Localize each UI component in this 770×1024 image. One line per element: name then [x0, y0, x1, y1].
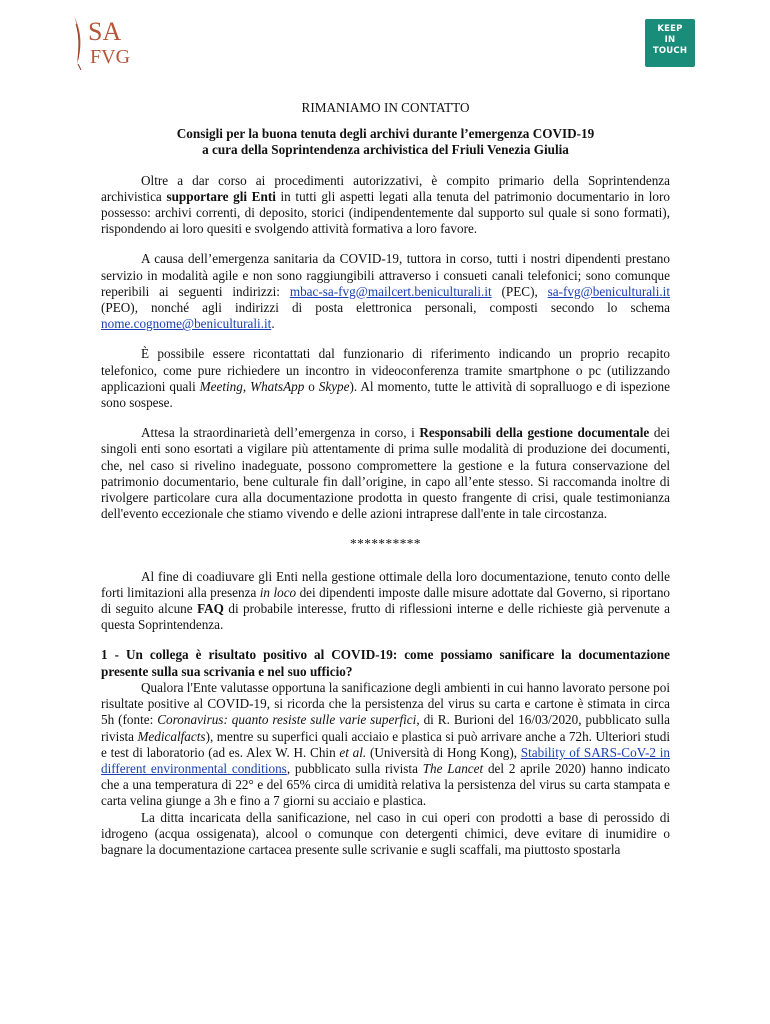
paragraph-3: È possibile essere ricontattati dal funzionario di riferimento indicando un proprio recapito telefonico, come pure richiedere un incontro in videoconferenza tramite smartphone o pc (utilizzando applicazioni quali Meeting, WhatsApp o Skype). Al momento, tutte le attività di sopralluogo e di ispezione sono sospese. [101, 346, 670, 411]
keep-in-touch-logo [645, 19, 695, 67]
paragraph-2: A causa dell’emergenza sanitaria da COVID-19, tuttora in corso, tutti i nostri dipendenti prestano servizio in modalità agile e non sono raggiungibili attraverso i consueti canali telefonici; sono comunque reperibili ai seguenti indirizzi: mbac-sa-fvg@mailcert.beniculturali.it (PEC), sa-fvg@beniculturali.it (PEO), nonché agli indirizzi di posta elettronica personali, composti secondo lo schema nome.cognome@beniculturali.it. [101, 251, 671, 332]
pec-email-link[interactable]: mbac-sa-fvg@mailcert.beniculturali.it [289, 283, 492, 299]
quill-icon [68, 14, 138, 70]
sa-fvg-logo [68, 14, 138, 70]
logo-keep-text: KEEP [657, 24, 683, 34]
paragraph-6: Qualora l'Ente valutasse opportuna la sanificazione degli ambienti in cui hanno lavorato persone poi risultate positive al COVID-19, si ricorda che la persistenza del virus su carta e cartone è stimata in circa 5h (fonte: Coronavirus: quanto resiste sulle varie superfici, di R. Burioni del 16/03/2020, pubblicato sulla rivista Medicalfacts), mentre su superfici quali acciaio e plastica si può arrivare anche a 72h. Ulteriori studi e test di laboratorio (ad es. Alex W. H. Chin et al. (Università di Hong Kong), Stability of SARS-CoV-2 in different environmental conditions, pubblicato sulla rivista The Lancet del 2 aprile 2020) hanno indicato che a una temperatura di 22° e del 65% circa di umidità relativa la persistenza del virus su carta stampata e carta velina giunge a 3h e fino a 7 giorni su acciaio e plastica. [101, 679, 670, 809]
logo-fvg-text: FVG [90, 46, 131, 68]
doc-title: RIMANIAMO IN CONTATTO [301, 100, 470, 115]
paragraph-1: Oltre a dar corso ai procedimenti autorizzativi, è compito primario della Soprintendenza archivistica supportare gli Enti in tutti gli aspetti legati alla tenuta del patrimonio documentario in loro possesso: archivi correnti, di deposito, storici (indipendentemente dal supporto sul quale si sono formati), rispondendo ai loro quesiti e svolgendo attività formativa a loro favore. [101, 172, 670, 237]
document-body [101, 100, 670, 858]
faq-1-question: 1 - Un collega è risultato positivo al COVID-19: come possiamo sanificare la documentazione presente sulla sua scrivania e nel suo ufficio? [101, 647, 670, 679]
lancet-study-link[interactable]: Stability of SARS-CoV-2 in different environmental conditions [101, 744, 670, 776]
paragraph-5: Al fine di coadiuvare gli Enti nella gestione ottimale della loro documentazione, tenuto conto delle forti limitazioni alla presenza in loco dei dipendenti imposte dalle misure adottate dal Governo, si riportano di seguito alcune FAQ di probabile interesse, frutto di riflessioni interne e delle richieste già pervenute a questa Soprintendenza. [101, 568, 671, 633]
personal-email-schema-link[interactable]: nome.cognome@beniculturali.it [101, 316, 272, 332]
section-separator: ********** [350, 536, 421, 552]
paragraph-4: Attesa la straordinarietà dell’emergenza in corso, i Responsabili della gestione documentale dei singoli enti sono esortati a vigilare più attentamente di prima sulle modalità di produzione dei documenti, che, nel caso si rivelino inadeguate, possono compromettere la gestione e la futura conservazione del patrimonio documentario, bene culturale fin dall’origine, in capo all’ente stesso. Si raccomanda inoltre di rivolgere particolare cura alla documentazione prodotta in questo frangente di crisi, quale testimonianza dell'evento eccezionale che stiamo vivendo e delle azioni intraprese dall'ente in tale circostanza. [101, 425, 670, 522]
paragraph-7: La ditta incaricata della sanificazione, nel caso in cui operi con prodotti a base di perossido di idrogeno (acqua ossigenata), alcool o comunque con detergenti chimici, deve evitare di inumidire o bagnare la documentazione cartacea presente sulle scrivanie e sugli scaffali, ma piuttosto spostarla [101, 809, 670, 857]
logo-sa-text: SA [88, 17, 122, 46]
bold-responsabili: Responsabili della gestione documentale [419, 425, 650, 441]
bold-faq: FAQ [197, 601, 224, 617]
logo-touch-text: TOUCH [652, 46, 688, 56]
subtitle-line-1: Consigli per la buona tenuta degli archivi durante l’emergenza COVID-19 [176, 126, 595, 142]
subtitle-line-2: a cura della Soprintendenza archivistica del Friuli Venezia Giulia [202, 142, 569, 158]
logo-in-text: IN [664, 35, 676, 45]
bold-supportare: supportare gli Enti [166, 188, 276, 204]
peo-email-link[interactable]: sa-fvg@beniculturali.it [547, 283, 671, 299]
doc-subtitle [101, 126, 670, 158]
